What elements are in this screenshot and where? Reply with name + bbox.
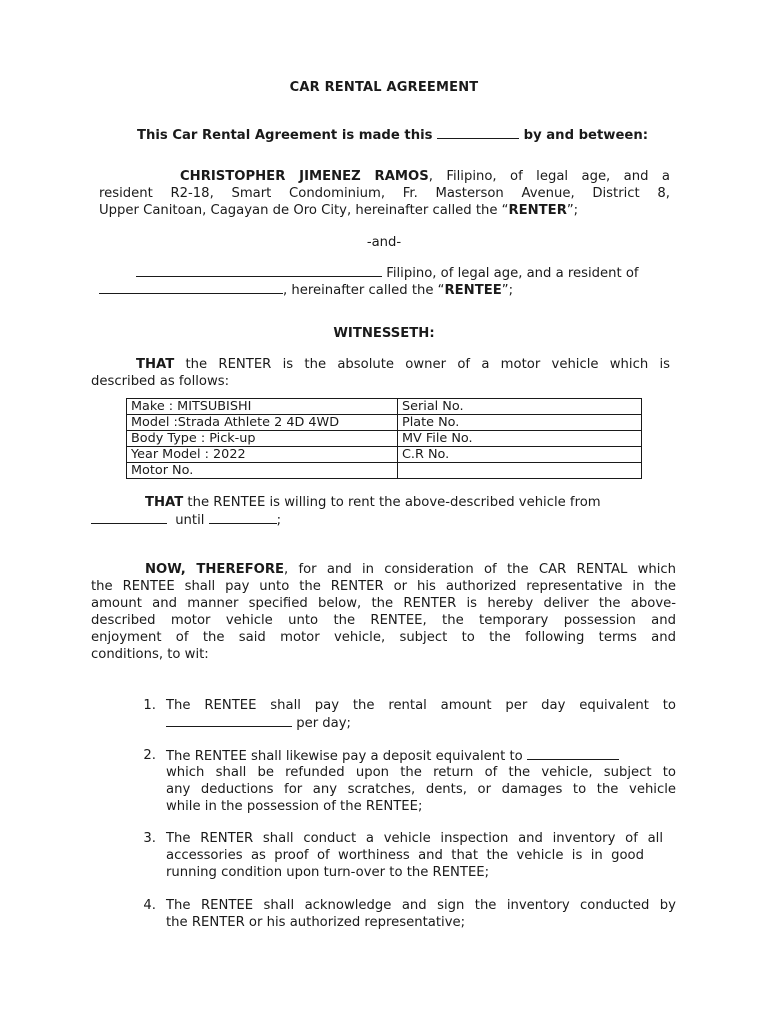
renter-line-2: resident R2-18, Smart Condominium, Fr. Masterson Avenue, District 8,: [99, 186, 670, 201]
renter-line3-after: ”;: [566, 203, 579, 218]
until-date-blank: [209, 511, 277, 524]
body-type-cell: Body Type : Pick-up: [127, 431, 398, 447]
cr-no-cell: C.R No.: [398, 447, 642, 463]
rentee-name-blank: [136, 264, 382, 277]
renter-line1-rest: , Filipino, of legal age, and a: [428, 169, 670, 184]
date-blank: [437, 126, 519, 139]
now-line-4: described motor vehicle unto the RENTEE, the temporary possession and: [91, 613, 676, 628]
renter-role: RENTER: [508, 203, 567, 218]
from-date-blank: [91, 511, 167, 524]
deposit-amount-blank: [527, 747, 619, 760]
now-line-1: [91, 561, 676, 578]
witnesseth-heading: WITNESSETH:: [333, 326, 435, 341]
that2-line-2: [91, 511, 281, 529]
rentee-line1-rest: Filipino, of legal age, and a resident of: [386, 266, 639, 281]
term-3-number: 3.: [143, 831, 156, 846]
plate-no-cell: Plate No.: [398, 415, 642, 431]
table-row: [127, 431, 642, 447]
rentee-line2-after: ”;: [501, 283, 514, 298]
term-2-line-2: which shall be refunded upon the return of the vehicle, subject to: [166, 765, 676, 780]
term-1-number: 1.: [143, 698, 156, 713]
rentee-line-2: [99, 281, 513, 299]
that2-line1: the RENTEE is willing to rent the above-described vehicle from: [183, 495, 601, 510]
that2-line-1: [145, 494, 601, 511]
term-1-per-day: per day;: [296, 716, 352, 731]
now-therefore-bold: NOW, THEREFORE: [145, 562, 284, 577]
year-model-cell: Year Model : 2022: [127, 447, 398, 463]
document-title: CAR RENTAL AGREEMENT: [289, 80, 479, 95]
vehicle-table: [126, 398, 642, 479]
table-row: [127, 399, 642, 415]
serial-no-cell: Serial No.: [398, 399, 642, 415]
vehicle-model-cell: Model :Strada Athlete 2 4D 4WD: [127, 415, 398, 431]
table-row: [127, 463, 642, 479]
rentee-line2-before: , hereinafter called the “: [283, 283, 445, 298]
that1-line1: the RENTER is the absolute owner of a motor vehicle which is: [174, 357, 670, 372]
now-line-6: conditions, to wit:: [91, 647, 209, 662]
term-2-number: 2.: [143, 748, 156, 763]
term-2-line-4: while in the possession of the RENTEE;: [166, 799, 423, 814]
rental-amount-blank: [166, 714, 292, 727]
that2-end: ;: [276, 513, 282, 528]
renter-line3-before: Upper Canitoan, Cagayan de Oro City, hereinafter called the “: [99, 203, 509, 218]
term-3-line-1: The RENTER shall conduct a vehicle inspection and inventory of all: [166, 831, 663, 846]
now-line-5: enjoyment of the said motor vehicle, subject to the following terms and: [91, 630, 676, 645]
that1-line-1: [99, 356, 670, 373]
until-label: until: [175, 513, 205, 528]
term-1-line-2: [166, 714, 351, 732]
term-3-line-3: running condition upon turn-over to the RENTEE;: [166, 865, 490, 880]
term-4-number: 4.: [143, 898, 156, 913]
table-row: [127, 447, 642, 463]
empty-cell: [398, 463, 642, 479]
rentee-role: RENTEE: [444, 283, 502, 298]
term-4-line-2: the RENTER or his authorized representative;: [166, 915, 466, 930]
term-2-line-3: any deductions for any scratches, dents, or damages to the vehicle: [166, 782, 676, 797]
now-line-3: amount and manner specified below, the RENTER is hereby deliver the above-: [91, 596, 676, 611]
vehicle-make-cell: Make : MITSUBISHI: [127, 399, 398, 415]
that1-bold: THAT: [136, 357, 175, 372]
renter-name: CHRISTOPHER JIMENEZ RAMOS: [180, 169, 429, 184]
now-line1: , for and in consideration of the CAR RENTAL which: [284, 562, 677, 577]
motor-no-cell: Motor No.: [127, 463, 398, 479]
renter-line-1: [99, 168, 670, 185]
rentee-line-1: [136, 264, 639, 282]
term-1-line-1: The RENTEE shall pay the rental amount per day equivalent to: [166, 698, 676, 713]
and-separator: -and-: [366, 235, 402, 250]
table-row: [127, 415, 642, 431]
intro-line: [137, 126, 648, 143]
term-2-line-1: [166, 747, 619, 765]
intro-after: by and between:: [523, 128, 649, 143]
that2-bold: THAT: [145, 495, 184, 510]
rentee-address-blank: [99, 281, 283, 294]
term-3-line-2: accessories as proof of worthiness and that the vehicle is in good: [166, 848, 644, 863]
intro-before: This Car Rental Agreement is made this: [137, 128, 433, 143]
renter-line-3: [99, 202, 578, 219]
that1-line-2: described as follows:: [91, 374, 230, 389]
term-2-line1: The RENTEE shall likewise pay a deposit equivalent to: [166, 749, 523, 764]
now-line-2: the RENTEE shall pay unto the RENTER or his authorized representative in the: [91, 579, 676, 594]
term-4-line-1: The RENTEE shall acknowledge and sign the inventory conducted by: [166, 898, 676, 913]
mv-file-no-cell: MV File No.: [398, 431, 642, 447]
